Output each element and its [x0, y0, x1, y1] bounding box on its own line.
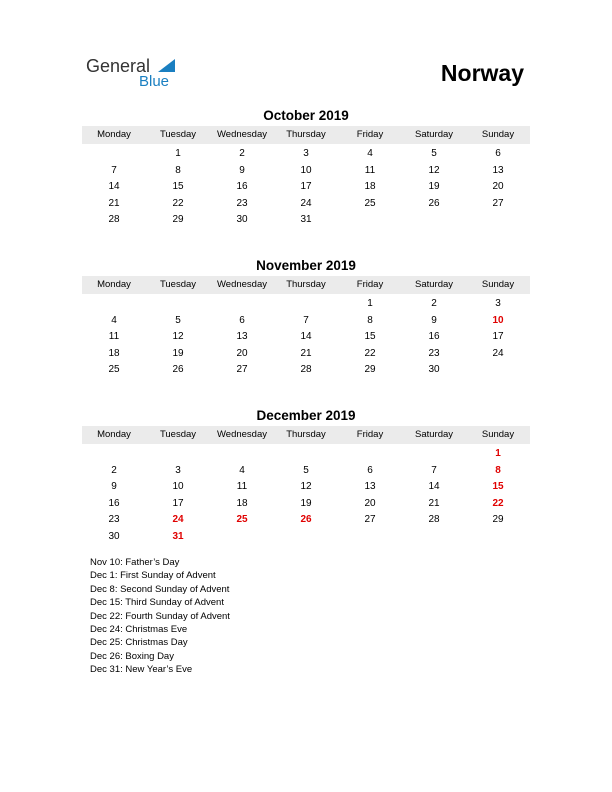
day-cell: 19 [428, 181, 440, 193]
holiday-entry: Dec 25: Christmas Day [90, 637, 188, 649]
weekday-label: Wednesday [217, 429, 267, 440]
weekday-label: Sunday [481, 279, 515, 290]
day-cell: 27 [492, 197, 504, 209]
day-cell: 11 [364, 164, 376, 176]
week-row [82, 212, 530, 229]
week-row [82, 296, 530, 313]
weekday-label: Friday [356, 279, 384, 290]
day-cell: 22 [492, 497, 504, 509]
day-cell: 24 [300, 197, 312, 209]
day-cell: 8 [495, 464, 501, 476]
holiday-entry: Dec 1: First Sunday of Advent [90, 570, 216, 582]
holiday-entry: Dec 24: Christmas Eve [90, 624, 188, 636]
day-cell: 2 [111, 464, 117, 476]
day-cell: 16 [428, 331, 440, 343]
day-cell [146, 446, 210, 463]
week-row [82, 496, 530, 513]
week-row [82, 146, 530, 163]
day-cell: 16 [236, 181, 248, 193]
week-row [82, 196, 530, 213]
day-cell: 4 [239, 464, 245, 476]
weekday-label: Sunday [481, 429, 515, 440]
day-cell: 15 [492, 481, 504, 493]
day-cell [466, 529, 530, 546]
day-cell: 17 [492, 331, 504, 343]
day-cell: 30 [108, 530, 120, 542]
day-cell: 7 [431, 464, 437, 476]
day-cell: 27 [236, 364, 248, 376]
calendar-november [82, 257, 530, 379]
day-cell: 21 [428, 497, 440, 509]
month-title: October 2019 [263, 108, 349, 123]
day-cell [274, 296, 338, 313]
day-cell: 26 [300, 514, 312, 526]
day-cell: 20 [236, 347, 248, 359]
day-cell: 13 [364, 481, 376, 493]
day-cell: 4 [111, 314, 117, 326]
day-cell: 10 [300, 164, 312, 176]
weekday-label: Friday [356, 129, 384, 140]
day-cell [466, 212, 530, 229]
weekday-label: Wednesday [217, 279, 267, 290]
day-cell [466, 362, 530, 379]
day-cell [338, 446, 402, 463]
day-cell: 28 [428, 514, 440, 526]
week-row [82, 313, 530, 330]
day-cell: 5 [431, 148, 437, 159]
day-cell [210, 446, 274, 463]
day-cell: 23 [108, 514, 120, 526]
day-cell: 1 [175, 148, 181, 159]
week-row [82, 512, 530, 529]
day-cell: 18 [236, 497, 248, 509]
day-cell: 17 [300, 181, 312, 193]
weekday-label: Friday [356, 429, 384, 440]
day-cell: 14 [108, 181, 120, 193]
week-row [82, 479, 530, 496]
week-row [82, 463, 530, 480]
day-cell: 3 [303, 148, 309, 159]
weekday-label: Monday [97, 279, 131, 290]
week-row [82, 329, 530, 346]
holiday-entry: Dec 15: Third Sunday of Advent [90, 597, 224, 609]
day-cell: 8 [367, 314, 373, 326]
logo-text-blue: Blue [139, 73, 170, 90]
holiday-entry: Dec 26: Boxing Day [90, 650, 174, 662]
day-cell [338, 212, 402, 229]
day-cell: 22 [364, 347, 376, 359]
day-cell: 20 [492, 181, 504, 193]
weekday-label: Saturday [414, 129, 454, 140]
day-cell: 20 [364, 497, 376, 509]
day-cell: 24 [172, 514, 184, 526]
weekday-header [82, 126, 530, 144]
holiday-entry: Dec 22: Fourth Sunday of Advent [90, 610, 230, 622]
day-cell: 2 [239, 148, 245, 159]
day-cell: 16 [108, 497, 120, 509]
weekday-label: Thursday [286, 279, 326, 290]
day-cell: 26 [172, 364, 184, 376]
weekday-label: Monday [97, 129, 131, 140]
weekday-label: Tuesday [159, 279, 197, 290]
week-row [82, 179, 530, 196]
day-cell: 27 [364, 514, 376, 526]
week-row [82, 446, 530, 463]
weekday-label: Thursday [286, 429, 326, 440]
day-cell: 11 [236, 481, 248, 493]
day-cell: 17 [172, 497, 184, 509]
day-cell: 30 [236, 214, 248, 226]
day-cell: 7 [303, 314, 309, 326]
day-cell: 9 [111, 481, 117, 493]
day-cell [338, 529, 402, 546]
day-cell: 4 [367, 148, 373, 159]
weekday-label: Monday [97, 429, 131, 440]
day-cell: 31 [172, 530, 184, 542]
day-cell [274, 446, 338, 463]
day-cell: 5 [175, 314, 181, 326]
logo-text-general: General [86, 56, 151, 76]
day-cell: 2 [431, 298, 437, 309]
day-cell: 12 [300, 481, 312, 493]
day-cell [82, 446, 146, 463]
weekday-label: Saturday [414, 429, 454, 440]
day-cell: 25 [108, 364, 120, 376]
weekday-label: Thursday [286, 129, 326, 140]
day-cell: 31 [300, 214, 312, 226]
logo-triangle-icon [158, 59, 175, 72]
day-cell: 8 [175, 164, 181, 176]
day-cell: 12 [428, 164, 440, 176]
day-cell: 29 [364, 364, 376, 376]
holiday-list [90, 556, 230, 677]
day-cell: 12 [172, 331, 184, 343]
day-cell: 3 [495, 298, 501, 309]
day-cell: 7 [111, 164, 117, 176]
day-cell [402, 212, 466, 229]
day-cell: 6 [495, 148, 501, 159]
day-cell: 23 [236, 197, 248, 209]
month-title: November 2019 [256, 258, 356, 273]
day-cell: 28 [300, 364, 312, 376]
weekday-label: Sunday [481, 129, 515, 140]
weekday-header [82, 276, 530, 294]
day-cell [402, 446, 466, 463]
weekday-label: Tuesday [159, 129, 197, 140]
day-cell: 18 [108, 347, 120, 359]
day-cell: 1 [495, 448, 501, 459]
generalblue-logo [86, 56, 186, 92]
calendar-october [82, 107, 530, 229]
weekday-label: Tuesday [159, 429, 197, 440]
day-cell: 6 [239, 314, 245, 326]
week-row [82, 163, 530, 180]
day-cell: 10 [492, 314, 504, 326]
day-cell: 15 [172, 181, 184, 193]
holiday-entry: Nov 10: Father’s Day [90, 557, 180, 568]
day-cell: 6 [367, 464, 373, 476]
day-cell [82, 146, 146, 163]
day-cell [274, 529, 338, 546]
day-cell [210, 296, 274, 313]
holiday-entry: Dec 8: Second Sunday of Advent [90, 583, 230, 595]
day-cell: 14 [428, 481, 440, 493]
day-cell [82, 296, 146, 313]
week-row [82, 346, 530, 363]
day-cell: 22 [172, 197, 184, 209]
day-cell: 3 [175, 464, 181, 476]
day-cell: 18 [364, 181, 376, 193]
day-cell: 26 [428, 197, 440, 209]
calendar-december [82, 407, 530, 546]
day-cell: 9 [239, 164, 245, 176]
week-row [82, 529, 530, 546]
day-cell: 15 [364, 331, 376, 343]
day-cell: 10 [172, 481, 184, 493]
day-cell: 19 [172, 347, 184, 359]
day-cell: 30 [428, 364, 440, 376]
day-cell [402, 529, 466, 546]
day-cell: 24 [492, 347, 504, 359]
weekday-header [82, 426, 530, 444]
day-cell: 14 [300, 331, 312, 343]
week-row [82, 362, 530, 379]
day-cell: 23 [428, 347, 440, 359]
weekday-label: Wednesday [217, 129, 267, 140]
day-cell: 25 [236, 514, 248, 526]
day-cell: 9 [431, 314, 437, 326]
weekday-label: Saturday [414, 279, 454, 290]
day-cell: 29 [492, 514, 504, 526]
day-cell: 1 [367, 298, 373, 309]
day-cell: 13 [236, 331, 248, 343]
day-cell: 21 [300, 347, 312, 359]
day-cell: 19 [300, 497, 312, 509]
day-cell: 29 [172, 214, 184, 226]
day-cell: 11 [108, 331, 120, 343]
country-title: Norway [440, 60, 524, 86]
day-cell [146, 296, 210, 313]
holiday-entry: Dec 31: New Year’s Eve [90, 664, 193, 676]
day-cell: 28 [108, 214, 120, 226]
day-cell: 21 [108, 197, 120, 209]
day-cell: 13 [492, 164, 504, 176]
day-cell: 5 [303, 464, 309, 476]
day-cell [210, 529, 274, 546]
month-title: December 2019 [256, 408, 356, 423]
day-cell: 25 [364, 197, 376, 209]
